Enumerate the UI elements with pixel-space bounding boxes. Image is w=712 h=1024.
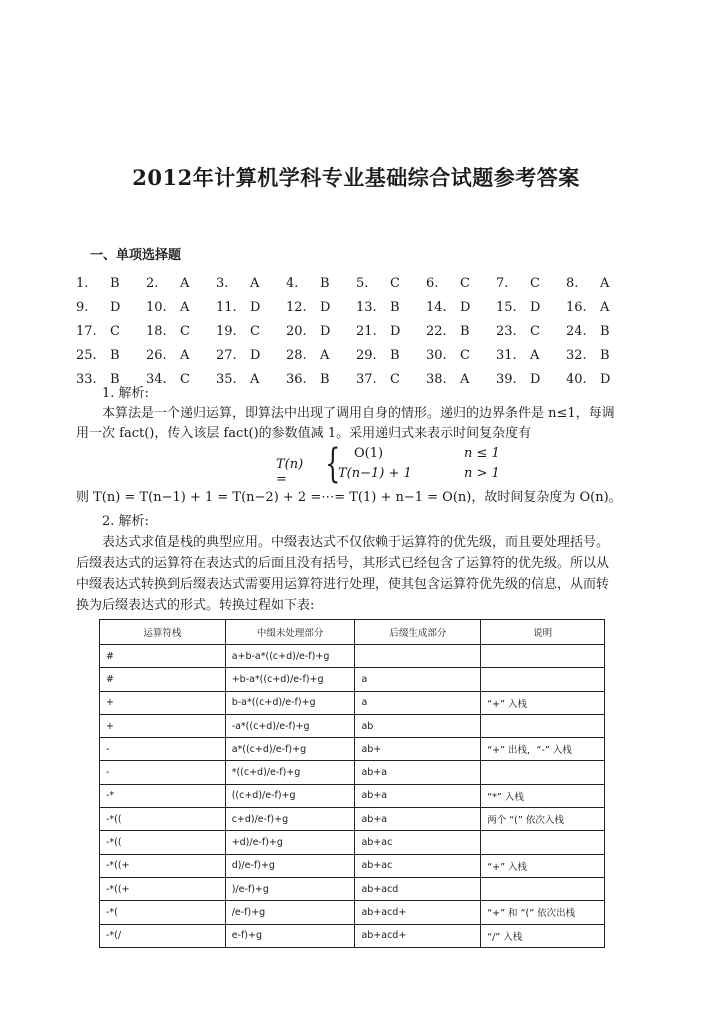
table-cell: - xyxy=(100,761,226,784)
formula-brace: { xyxy=(325,441,341,487)
answer-choice: B xyxy=(110,275,120,291)
question-number: 9. xyxy=(76,299,89,315)
answer-choice: B xyxy=(600,347,610,363)
table-cell: ab+acd+ xyxy=(355,924,481,947)
answer-item xyxy=(146,271,216,295)
answer-item xyxy=(496,271,566,295)
answer-item xyxy=(146,343,216,367)
question-number: 20. xyxy=(286,323,307,339)
table-cell: /e-f)+g xyxy=(225,901,355,924)
question-number: 11. xyxy=(216,299,237,315)
question-number: 18. xyxy=(146,323,167,339)
answer-choice: C xyxy=(460,347,470,363)
question-number: 30. xyxy=(426,347,447,363)
table-header-cell: 说明 xyxy=(481,620,605,645)
answer-choice: D xyxy=(390,323,401,339)
question-number: 3. xyxy=(216,275,229,291)
table-cell: ab+a xyxy=(355,808,481,831)
answer-choice: B xyxy=(110,347,120,363)
table-cell: c+d)/e-f)+g xyxy=(225,808,355,831)
table-header-row xyxy=(100,620,605,645)
table-cell: a xyxy=(355,668,481,691)
formula-case-2-cond: n > 1 xyxy=(464,466,500,481)
answer-choice: C xyxy=(390,275,400,291)
table-cell: e-f)+g xyxy=(225,924,355,947)
table-cell: “+” 出栈，“-” 入栈 xyxy=(481,738,605,761)
table-cell: ab+ xyxy=(355,738,481,761)
table-cell: -* xyxy=(100,784,226,807)
formula-case-2-expr: T(n−1) + 1 xyxy=(338,466,412,481)
answer-item xyxy=(286,343,356,367)
formula-case-1-cond: n ≤ 1 xyxy=(464,446,500,461)
answer-item xyxy=(496,343,566,367)
table-cell xyxy=(481,668,605,691)
answer-item xyxy=(286,271,356,295)
table-cell: ab+a xyxy=(355,784,481,807)
table-cell: “/” 入栈 xyxy=(481,924,605,947)
answer-choice: D xyxy=(320,323,331,339)
question-number: 16. xyxy=(566,299,587,315)
formula-case-1-expr: O(1) xyxy=(354,446,384,461)
table-row xyxy=(100,831,605,854)
table-body xyxy=(100,645,605,948)
question-number: 15. xyxy=(496,299,517,315)
answer-choice: B xyxy=(110,371,120,387)
answer-choice: A xyxy=(180,347,190,363)
answer-choice: B xyxy=(390,347,400,363)
answer-item xyxy=(496,367,566,391)
answer-item xyxy=(76,343,146,367)
answer-choice: A xyxy=(600,299,610,315)
answer-choice: D xyxy=(600,371,611,387)
conversion-table xyxy=(99,619,605,948)
answer-item xyxy=(76,271,146,295)
table-cell: “+” 和 “(” 依次出栈 xyxy=(481,901,605,924)
table-cell: -*((+ xyxy=(100,854,226,877)
table-cell xyxy=(481,714,605,737)
answer-item xyxy=(76,295,146,319)
answer-item xyxy=(216,271,286,295)
answer-item xyxy=(146,319,216,343)
q2-heading: 2. 解析: xyxy=(102,514,149,529)
question-number: 27. xyxy=(216,347,237,363)
question-number: 24. xyxy=(566,323,587,339)
answer-item xyxy=(356,295,426,319)
table-row xyxy=(100,645,605,668)
answer-item xyxy=(496,295,566,319)
question-number: 6. xyxy=(426,275,439,291)
question-number: 34. xyxy=(146,371,167,387)
answer-item xyxy=(566,319,636,343)
answer-choice: C xyxy=(460,275,470,291)
question-number: 33. xyxy=(76,371,97,387)
table-cell: )/e-f)+g xyxy=(225,877,355,900)
answer-item xyxy=(216,367,286,391)
table-cell: -*(/ xyxy=(100,924,226,947)
table-header-cell: 后缀生成部分 xyxy=(355,620,481,645)
answer-item xyxy=(146,295,216,319)
answer-item xyxy=(356,367,426,391)
table-cell: ab+acd+ xyxy=(355,901,481,924)
answer-item xyxy=(426,295,496,319)
answer-choice: D xyxy=(530,371,541,387)
q2-paragraph-line: 换为后缀表达式的形式。转换过程如下表: xyxy=(76,598,315,613)
question-number: 25. xyxy=(76,347,97,363)
section-heading: 一、单项选择题 xyxy=(90,248,182,263)
question-number: 8. xyxy=(566,275,579,291)
table-cell: - xyxy=(100,738,226,761)
table-cell xyxy=(481,877,605,900)
table-row xyxy=(100,808,605,831)
answer-item xyxy=(566,367,636,391)
answer-item xyxy=(286,295,356,319)
answer-choice: B xyxy=(460,323,470,339)
question-number: 5. xyxy=(356,275,369,291)
answer-item xyxy=(426,319,496,343)
table-cell: “+” 入栈 xyxy=(481,854,605,877)
table-cell: # xyxy=(100,645,226,668)
table-cell: 两个 “(” 依次入栈 xyxy=(481,808,605,831)
table-header-cell: 中缀未处理部分 xyxy=(225,620,355,645)
answer-choice: A xyxy=(180,299,190,315)
q1-conclusion: 则 T(n) = T(n−1) + 1 = T(n−2) + 2 =⋯= T(1) + n−1 = O(n)，故时间复杂度为 O(n)。 xyxy=(76,490,622,505)
formula-case-1 xyxy=(338,446,500,461)
answer-choice: D xyxy=(250,347,261,363)
table-cell: a xyxy=(355,691,481,714)
question-number: 22. xyxy=(426,323,447,339)
answer-choice: B xyxy=(320,371,330,387)
table-cell: d)/e-f)+g xyxy=(225,854,355,877)
answer-item xyxy=(426,343,496,367)
table-cell: ((c+d)/e-f)+g xyxy=(225,784,355,807)
table-cell: ab+acd xyxy=(355,877,481,900)
table-cell: “+” 入栈 xyxy=(481,691,605,714)
table-cell: + xyxy=(100,691,226,714)
question-number: 40. xyxy=(566,371,587,387)
table-cell xyxy=(355,645,481,668)
answer-choice: A xyxy=(320,347,330,363)
question-number: 29. xyxy=(356,347,377,363)
answer-item xyxy=(426,367,496,391)
table-cell xyxy=(481,645,605,668)
question-number: 36. xyxy=(286,371,307,387)
question-number: 12. xyxy=(286,299,307,315)
q1-heading: 1. 解析: xyxy=(102,386,149,401)
table-cell: *((c+d)/e-f)+g xyxy=(225,761,355,784)
q2-paragraph-line: 中缀表达式转换到后缀表达式需要用运算符进行处理，使其包含运算符优先级的信息，从而转 xyxy=(76,577,610,592)
q2-paragraph-line: 表达式求值是栈的典型应用。中缀表达式不仅依赖于运算符的优先级，而且要处理括号。 xyxy=(102,535,610,550)
question-number: 37. xyxy=(356,371,377,387)
question-number: 1. xyxy=(76,275,89,291)
table-cell: -*( xyxy=(100,901,226,924)
table-cell: -a*((c+d)/e-f)+g xyxy=(225,714,355,737)
question-number: 28. xyxy=(286,347,307,363)
answer-item xyxy=(286,319,356,343)
table-row xyxy=(100,784,605,807)
question-number: 26. xyxy=(146,347,167,363)
table-row xyxy=(100,877,605,900)
question-number: 13. xyxy=(356,299,377,315)
answer-item xyxy=(216,319,286,343)
question-number: 17. xyxy=(76,323,97,339)
question-number: 38. xyxy=(426,371,447,387)
answer-item xyxy=(356,271,426,295)
answer-choice: A xyxy=(180,275,190,291)
table-cell: a*((c+d)/e-f)+g xyxy=(225,738,355,761)
answer-item xyxy=(216,295,286,319)
question-number: 31. xyxy=(496,347,517,363)
answer-item xyxy=(76,319,146,343)
table-row xyxy=(100,714,605,737)
table-cell: ab+a xyxy=(355,761,481,784)
answer-item xyxy=(216,343,286,367)
answer-grid xyxy=(76,271,636,391)
table-cell xyxy=(481,831,605,854)
answer-item xyxy=(566,343,636,367)
question-number: 32. xyxy=(566,347,587,363)
answer-choice: C xyxy=(530,275,540,291)
answer-choice: C xyxy=(180,371,190,387)
answer-item xyxy=(146,367,216,391)
table-header-cell: 运算符栈 xyxy=(100,620,226,645)
answer-choice: B xyxy=(320,275,330,291)
answer-item xyxy=(566,271,636,295)
page-title: 2012年计算机学科专业基础综合试题参考答案 xyxy=(132,165,580,190)
formula-case-2 xyxy=(338,466,500,481)
answer-choice: C xyxy=(530,323,540,339)
question-number: 39. xyxy=(496,371,517,387)
answer-choice: C xyxy=(390,371,400,387)
q1-paragraph-line: 本算法是一个递归运算，即算法中出现了调用自身的情形。递归的边界条件是 n≤1，每调 xyxy=(102,406,615,421)
answer-choice: C xyxy=(180,323,190,339)
question-number: 23. xyxy=(496,323,517,339)
answer-choice: B xyxy=(390,299,400,315)
table-cell xyxy=(481,761,605,784)
formula-lhs: T(n) = xyxy=(276,457,304,487)
answer-choice: D xyxy=(460,299,471,315)
answer-choice: A xyxy=(530,347,540,363)
table-cell: -*(( xyxy=(100,808,226,831)
table-cell: “*” 入栈 xyxy=(481,784,605,807)
table-cell: a+b-a*((c+d)/e-f)+g xyxy=(225,645,355,668)
table-row xyxy=(100,901,605,924)
answer-choice: D xyxy=(110,299,121,315)
question-number: 21. xyxy=(356,323,377,339)
table-cell: ab xyxy=(355,714,481,737)
table-cell: -*(( xyxy=(100,831,226,854)
question-number: 4. xyxy=(286,275,299,291)
q1-paragraph-line: 用一次 fact()，传入该层 fact()的参数值减 1。采用递归式来表示时间复杂度有 xyxy=(76,426,532,441)
answer-choice: D xyxy=(250,299,261,315)
question-number: 7. xyxy=(496,275,509,291)
answer-item xyxy=(566,295,636,319)
answer-choice: A xyxy=(250,371,260,387)
question-number: 14. xyxy=(426,299,447,315)
q2-paragraph-line: 后缀表达式的运算符在表达式的后面且没有括号，其形式已经包含了运算符的优先级。所以从 xyxy=(76,556,610,571)
answer-choice: A xyxy=(250,275,260,291)
table-row xyxy=(100,924,605,947)
table-row xyxy=(100,761,605,784)
table-cell: +d)/e-f)+g xyxy=(225,831,355,854)
table-cell: -*((+ xyxy=(100,877,226,900)
question-number: 35. xyxy=(216,371,237,387)
answer-choice: D xyxy=(320,299,331,315)
table-cell: + xyxy=(100,714,226,737)
answer-item xyxy=(356,343,426,367)
answer-item xyxy=(496,319,566,343)
answer-choice: C xyxy=(250,323,260,339)
table-row xyxy=(100,854,605,877)
answer-item xyxy=(426,271,496,295)
table-row xyxy=(100,691,605,714)
answer-item xyxy=(286,367,356,391)
table-cell: ab+ac xyxy=(355,831,481,854)
question-number: 19. xyxy=(216,323,237,339)
table-cell: ab+ac xyxy=(355,854,481,877)
answer-choice: A xyxy=(600,275,610,291)
table-cell: +b-a*((c+d)/e-f)+g xyxy=(225,668,355,691)
question-number: 10. xyxy=(146,299,167,315)
answer-choice: D xyxy=(530,299,541,315)
table-row xyxy=(100,668,605,691)
table-row xyxy=(100,738,605,761)
question-number: 2. xyxy=(146,275,159,291)
answer-choice: B xyxy=(600,323,610,339)
table-cell: # xyxy=(100,668,226,691)
answer-choice: A xyxy=(460,371,470,387)
answer-item xyxy=(356,319,426,343)
table-cell: b-a*((c+d)/e-f)+g xyxy=(225,691,355,714)
answer-choice: C xyxy=(110,323,120,339)
